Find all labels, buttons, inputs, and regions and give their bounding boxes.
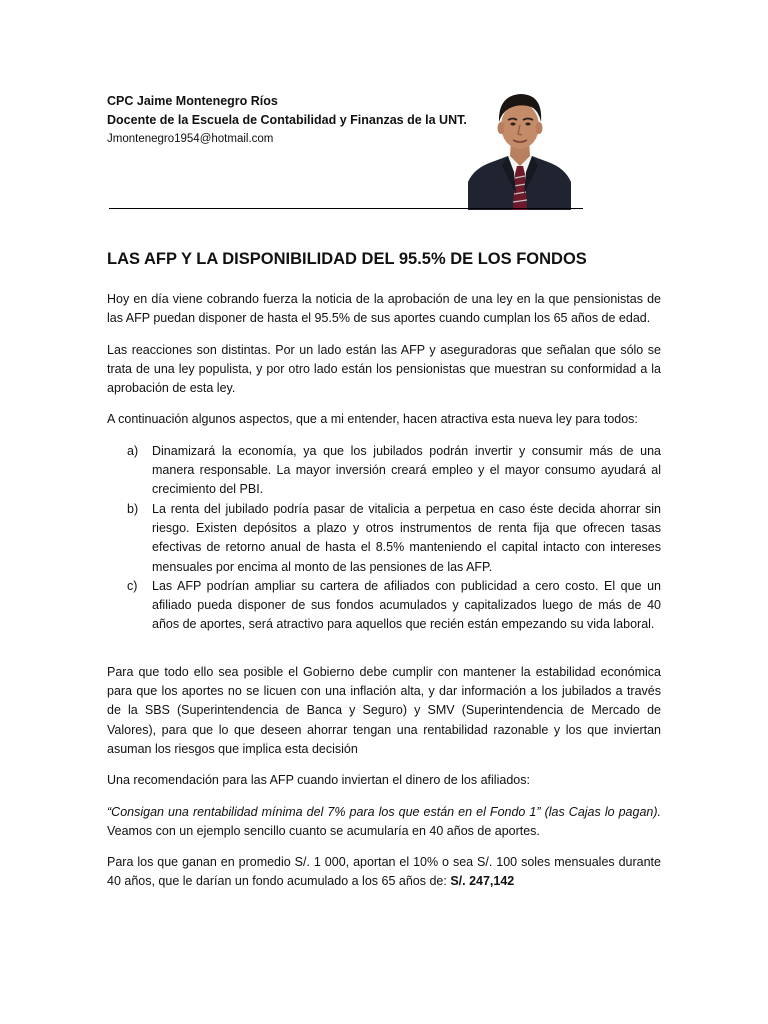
paragraph-recommendation: Una recomendación para las AFP cuando inviertan el dinero de los afiliados: <box>107 773 530 788</box>
spacer <box>107 647 661 663</box>
paragraph-intro: Hoy en día viene cobrando fuerza la noticia de la aprobación de una ley en la que pensionistas de las AFP puedan disponer de hasta el 95.5% de sus aportes cuando cumplan los 65 años de edad. <box>107 292 661 326</box>
list-item-text: Dinamizará la economía, ya que los jubilados podrán invertir y consumir más de una manera responsable. La mayor inversión creará empleo y el mayor consumo ayudará al crecimiento del PBI. <box>152 443 661 497</box>
example-text: Para los que ganan en promedio S/. 1 000, aportan el 10% o sea S/. 100 soles mensuales durante 40 años, que le darían un fondo acumulado a los 65 años de: <box>107 855 661 889</box>
author-block <box>107 92 467 148</box>
author-photo <box>468 82 571 210</box>
paragraph-government: Para que todo ello sea posible el Gobierno debe cumplir con mantener la estabilidad económica para que los aportes no se licuen con una inflación alta, y dar información a los jubilados a través de la SBS (Superintendencia de Banca y Seguro) y SMV (Superintendencia de Mercado de Valores), para que lo que deseen ahorrar tengan una rentabilidad razonable y los que inviertan asuman los riesgos que implica esta decisión <box>107 664 661 756</box>
list-marker: c) <box>127 578 138 593</box>
list-item <box>107 577 661 635</box>
article-title: LAS AFP Y LA DISPONIBILIDAD DEL 95.5% DE LOS FONDOS <box>107 250 587 268</box>
article-body <box>107 248 661 904</box>
paragraph-quote <box>107 803 661 842</box>
list-marker: b) <box>127 501 139 516</box>
paragraph-aspects: A continuación algunos aspectos, que a mi entender, hacen atractiva esta nueva ley para todos: <box>107 412 638 427</box>
signature-rule <box>109 208 228 209</box>
list-item-text: La renta del jubilado podría pasar de vitalicia a perpetua en caso éste decida ahorrar sin riesgo. Existen depósitos a plazo y otros instrumentos de renta fija que ofrecen tasas efectivas de retorno anual de hasta el 8.5% manteniendo el capital intacto con intereses mensuales por encima al monto de las pensiones de las AFP. <box>152 501 661 574</box>
example-amount: S/. 247,142 <box>450 874 515 889</box>
author-name: CPC Jaime Montenegro Ríos <box>107 94 278 108</box>
aspects-list <box>107 442 661 635</box>
quote-text: “Consigan una rentabilidad mínima del 7% para los que están en el Fondo 1” (las Cajas lo pagan). <box>107 804 661 819</box>
paragraph-reactions: Las reacciones son distintas. Por un lado están las AFP y aseguradoras que señalan que sólo se trata de una ley populista, y por otro lado están los pensionistas que muestran su conformidad a la aprobación de esta ley. <box>107 342 661 396</box>
list-item <box>107 500 661 577</box>
list-marker: a) <box>127 443 139 458</box>
header-divider <box>228 208 583 209</box>
paragraph-example <box>107 853 661 892</box>
list-item-text: Las AFP podrían ampliar su cartera de afiliados con publicidad a cero costo. El que un afiliado pueda disponer de sus fondos acumulados y capitalizados luego de más de 40 años de aportes, será atractivo para aquellos que recién están empezando su vida laboral. <box>152 578 661 632</box>
author-position: Docente de la Escuela de Contabilidad y Finanzas de la UNT. <box>107 113 467 127</box>
list-item <box>107 442 661 500</box>
quote-follow-text: Veamos con un ejemplo sencillo cuanto se acumularía en 40 años de aportes. <box>107 823 540 838</box>
author-email: Jmontenegro1954@hotmail.com <box>107 133 274 145</box>
